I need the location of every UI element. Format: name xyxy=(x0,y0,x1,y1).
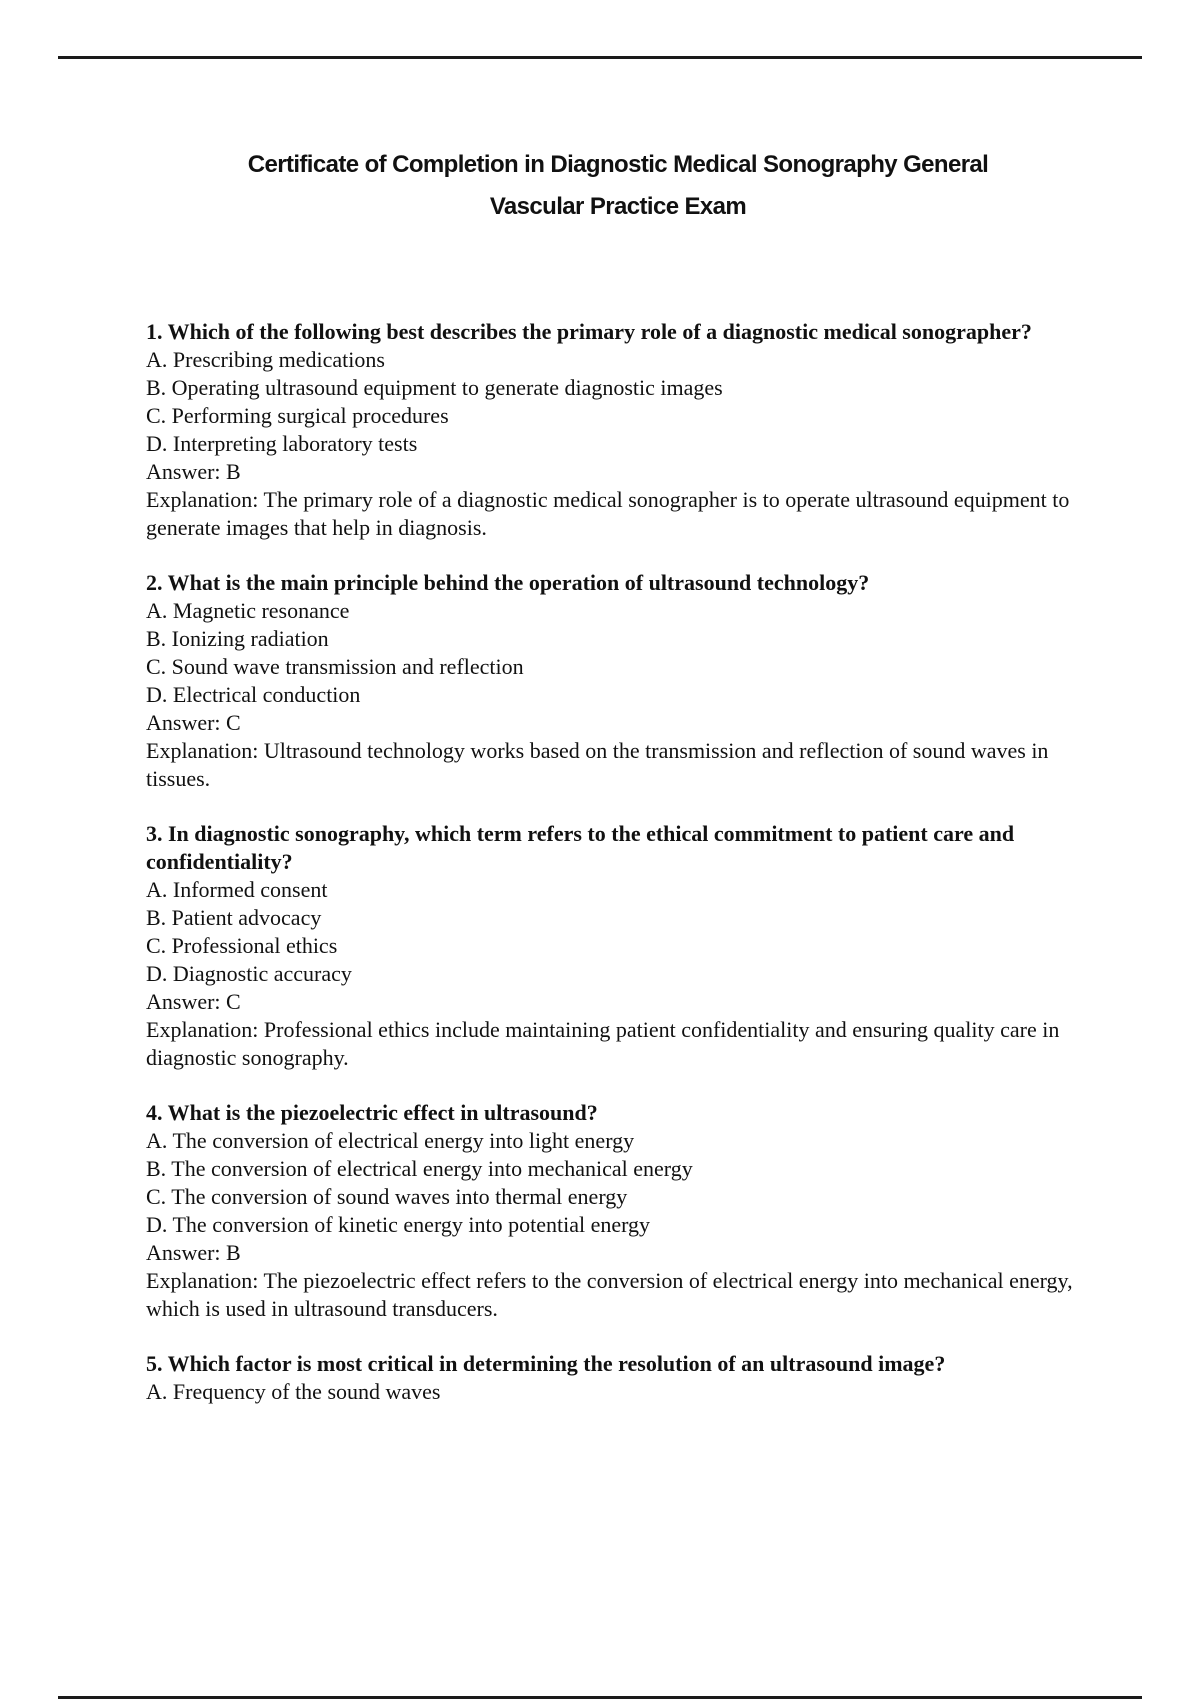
question-block-5 xyxy=(146,1350,1086,1406)
document-title xyxy=(0,144,1200,228)
question-list xyxy=(146,318,1086,1433)
option: C. The conversion of sound waves into thermal energy xyxy=(146,1184,628,1209)
option: A. Magnetic resonance xyxy=(146,598,350,623)
question-text: 1. Which of the following best describes the primary role of a diagnostic medical sonographer? xyxy=(146,319,1032,344)
option: A. Informed consent xyxy=(146,877,328,902)
question-text: 5. Which factor is most critical in determining the resolution of an ultrasound image? xyxy=(146,1351,946,1376)
header-rule xyxy=(58,56,1142,59)
option: B. Patient advocacy xyxy=(146,905,322,930)
option: B. Ionizing radiation xyxy=(146,626,329,651)
explanation: Explanation: Ultrasound technology works based on the transmission and reflection of sound waves in tissues. xyxy=(146,738,1049,791)
option: B. Operating ultrasound equipment to generate diagnostic images xyxy=(146,375,723,400)
option: A. Frequency of the sound waves xyxy=(146,1379,441,1404)
question-text: 2. What is the main principle behind the operation of ultrasound technology? xyxy=(146,570,870,595)
question-text: 3. In diagnostic sonography, which term refers to the ethical commitment to patient care and confidentiality? xyxy=(146,821,1015,874)
explanation: Explanation: The piezoelectric effect refers to the conversion of electrical energy into mechanical energy, which is used in ultrasound transducers. xyxy=(146,1268,1073,1321)
explanation: Explanation: The primary role of a diagnostic medical sonographer is to operate ultrasound equipment to generate images that help in diagnosis. xyxy=(146,487,1070,540)
answer: Answer: B xyxy=(146,459,241,484)
option: D. Interpreting laboratory tests xyxy=(146,431,418,456)
answer: Answer: C xyxy=(146,989,241,1014)
question-block-2 xyxy=(146,569,1086,793)
question-block-3 xyxy=(146,820,1086,1072)
question-block-1 xyxy=(146,318,1086,542)
title-line-1: Certificate of Completion in Diagnostic Medical Sonography General xyxy=(247,151,989,178)
answer: Answer: B xyxy=(146,1240,241,1265)
question-block-4 xyxy=(146,1099,1086,1323)
option: D. The conversion of kinetic energy into potential energy xyxy=(146,1212,651,1237)
option: C. Professional ethics xyxy=(146,933,338,958)
option: C. Sound wave transmission and reflection xyxy=(146,654,524,679)
answer: Answer: C xyxy=(146,710,241,735)
option: A. The conversion of electrical energy into light energy xyxy=(146,1128,635,1153)
option: B. The conversion of electrical energy into mechanical energy xyxy=(146,1156,693,1181)
option: D. Diagnostic accuracy xyxy=(146,961,352,986)
option: C. Performing surgical procedures xyxy=(146,403,449,428)
question-text: 4. What is the piezoelectric effect in ultrasound? xyxy=(146,1100,598,1125)
title-line-2: Vascular Practice Exam xyxy=(489,193,747,220)
option: D. Electrical conduction xyxy=(146,682,361,707)
option: A. Prescribing medications xyxy=(146,347,385,372)
footer-rule xyxy=(58,1696,1142,1699)
explanation: Explanation: Professional ethics include maintaining patient confidentiality and ensuring quality care in diagnostic sonography. xyxy=(146,1017,1060,1070)
